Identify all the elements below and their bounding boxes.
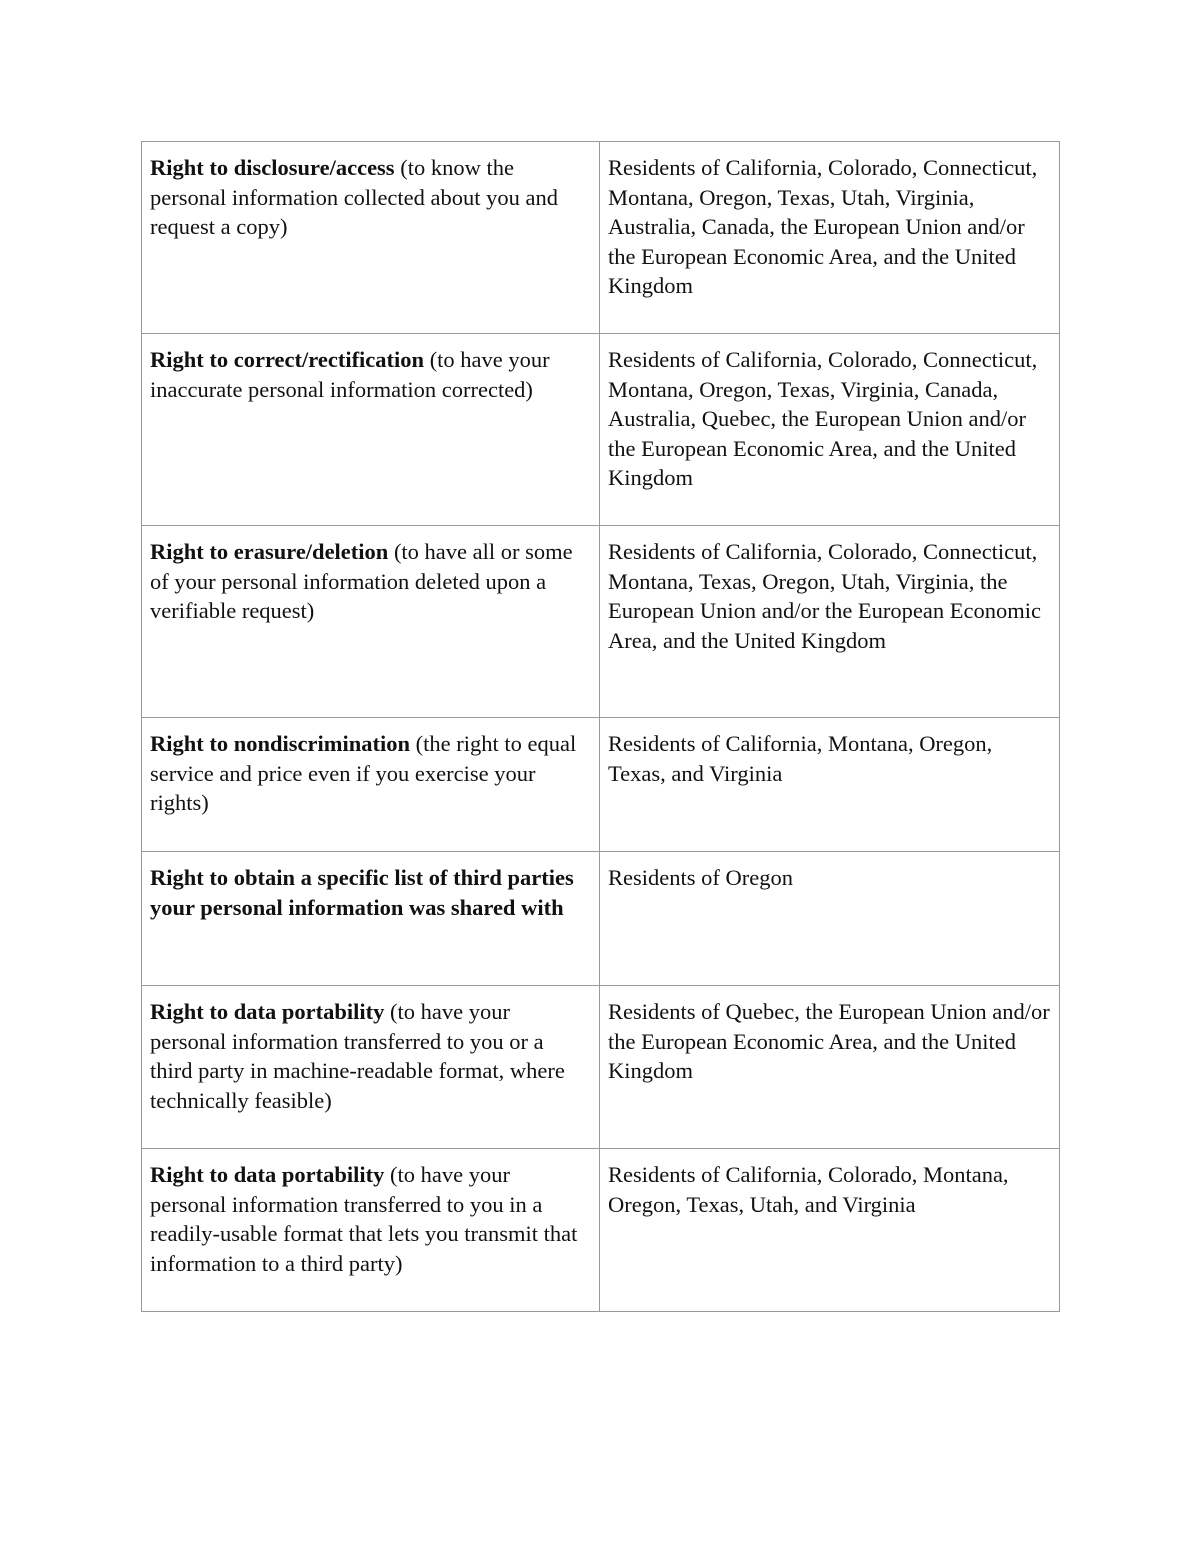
table-row: [142, 718, 1060, 852]
right-name: Right to data portability: [150, 1162, 385, 1187]
table-row: [142, 852, 1060, 986]
applies-to-cell: Residents of California, Colorado, Connecticut, Montana, Texas, Oregon, Utah, Virginia, the European Union and/or the European Economic Area, and the United Kingdom: [600, 526, 1060, 718]
right-description: (the right to equal service and price even if you exercise your rights): [150, 731, 577, 815]
right-cell: [142, 718, 600, 852]
applies-to-cell: Residents of Quebec, the European Union and/or the European Economic Area, and the United Kingdom: [600, 986, 1060, 1149]
table-row: [142, 526, 1060, 718]
right-description: (to have your personal information transferred to you or a third party in machine-readable format, where technically feasible): [150, 999, 565, 1113]
table-row: [142, 334, 1060, 526]
right-cell: [142, 986, 600, 1149]
right-name: Right to data portability: [150, 999, 385, 1024]
right-name: Right to nondiscrimination: [150, 731, 411, 756]
right-description: (to have your personal information transferred to you in a readily-usable format that lets you transmit that information to a third party): [150, 1162, 578, 1276]
right-name: Right to disclosure/access: [150, 155, 395, 180]
right-cell: [142, 142, 600, 334]
applies-to-cell: Residents of California, Colorado, Connecticut, Montana, Oregon, Texas, Utah, Virginia, Australia, Canada, the European Union and/or the European Economic Area, and the United Kingdom: [600, 142, 1060, 334]
right-cell: [142, 1149, 600, 1312]
right-name: Right to correct/rectification: [150, 347, 425, 372]
right-description: (to have all or some of your personal information deleted upon a verifiable request): [150, 539, 573, 623]
right-cell: [142, 334, 600, 526]
table-row: [142, 986, 1060, 1149]
right-cell: [142, 852, 600, 986]
privacy-rights-table: [141, 141, 1060, 1312]
table-row: [142, 142, 1060, 334]
applies-to-cell: Residents of California, Montana, Oregon, Texas, and Virginia: [600, 718, 1060, 852]
right-name: Right to erasure/deletion: [150, 539, 389, 564]
table-row: [142, 1149, 1060, 1312]
right-cell: [142, 526, 600, 718]
applies-to-cell: Residents of California, Colorado, Connecticut, Montana, Oregon, Texas, Virginia, Canada, Australia, Quebec, the European Union and/or the European Economic Area, and the United Kingdom: [600, 334, 1060, 526]
right-name: Right to obtain a specific list of third parties your personal information was shared with: [150, 865, 574, 920]
applies-to-cell: Residents of California, Colorado, Montana, Oregon, Texas, Utah, and Virginia: [600, 1149, 1060, 1312]
right-description: (to have your inaccurate personal information corrected): [150, 347, 550, 402]
right-description: (to know the personal information collected about you and request a copy): [150, 155, 558, 239]
applies-to-cell: Residents of Oregon: [600, 852, 1060, 986]
